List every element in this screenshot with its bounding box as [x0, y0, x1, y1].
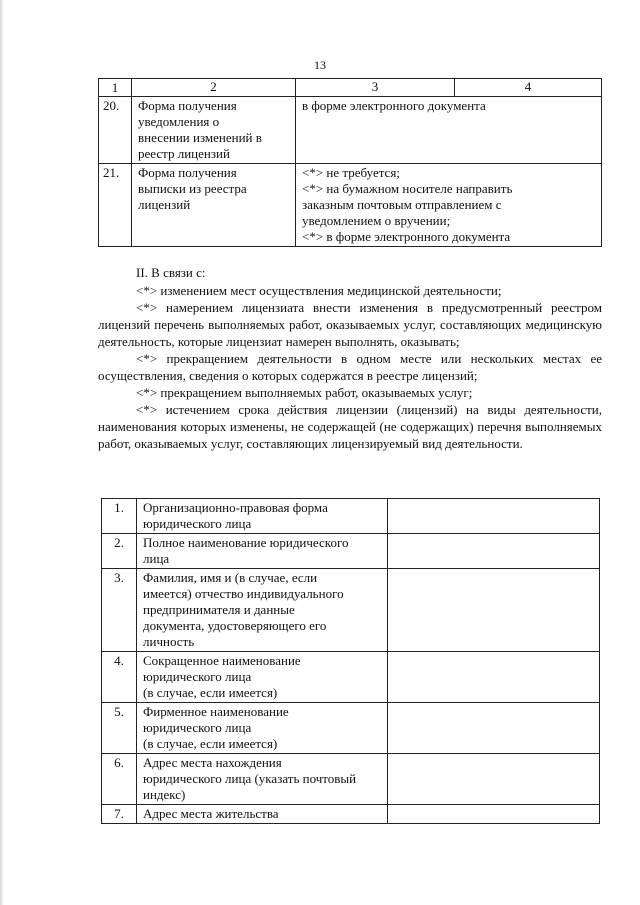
header-cell: 4 — [455, 79, 602, 97]
row-label — [132, 164, 296, 247]
row-label — [137, 754, 388, 805]
label-line: (в случае, если имеется) — [143, 736, 278, 751]
row-number: 21. — [99, 164, 132, 247]
row-label — [137, 703, 388, 754]
label-line: уведомления о — [138, 114, 220, 129]
label-line: предпринимателя и данные — [143, 602, 295, 617]
option-line: <*> на бумажном носителе направить — [302, 181, 513, 196]
value-line: в форме электронного документа — [302, 98, 486, 113]
row-label — [137, 805, 388, 824]
row-label — [132, 97, 296, 164]
label-line: юридического лица — [143, 720, 252, 735]
section-reasons — [98, 264, 602, 452]
row-value — [296, 164, 602, 247]
label-line: юридического лица — [143, 669, 252, 684]
reason-paragraph: <*> истечением срока действия лицензии (лицензий) на виды деятельности, наименования которых изменены, не содержащей (не содержащих) перечня выполняемых работ, оказываемых услуг, составляющих лицензируемый вид деятельности. — [98, 402, 602, 451]
reason-paragraph: <*> прекращением деятельности в одном месте или нескольких местах ее осуществления, сведения о которых содержатся в реестре лицензий; — [98, 351, 602, 383]
row-label — [137, 652, 388, 703]
table-row — [102, 703, 600, 754]
reason-paragraph: <*> прекращением выполняемых работ, оказываемых услуг; — [136, 385, 473, 400]
label-line: внесении изменений в — [138, 130, 262, 145]
applicant-info-table — [101, 498, 600, 824]
label-line: Фамилия, имя и (в случае, если — [143, 570, 318, 585]
label-line: Фирменное наименование — [143, 704, 289, 719]
table-row — [99, 164, 602, 247]
label-line: Форма получения — [138, 98, 237, 113]
label-line: личность — [143, 634, 195, 649]
table-row — [102, 569, 600, 652]
table-row — [102, 754, 600, 805]
value-field[interactable] — [388, 569, 600, 652]
table-row — [102, 805, 600, 824]
value-field[interactable] — [388, 805, 600, 824]
value-field[interactable] — [388, 534, 600, 569]
label-line: реестр лицензий — [138, 146, 230, 161]
label-line: юридического лица — [143, 516, 252, 531]
header-cell: 2 — [132, 79, 296, 97]
label-line: выписки из реестра — [138, 181, 247, 196]
value-field[interactable] — [388, 703, 600, 754]
header-cell: 3 — [296, 79, 455, 97]
row-number: 4. — [102, 652, 137, 703]
row-label — [137, 534, 388, 569]
label-line: лицензий — [138, 197, 191, 212]
scan-edge — [0, 0, 4, 905]
reason-paragraph: <*> намерением лицензиата внести изменения в предусмотренный реестром лицензий перечень выполняемых работ, оказываемых услуг, составляющих медицинскую деятельность, которые лицензиат намерен выполнять, оказывать; — [98, 300, 602, 349]
option-line: <*> в форме электронного документа — [302, 229, 511, 244]
label-line: Адрес места жительства — [143, 806, 279, 821]
label-line: Форма получения — [138, 165, 237, 180]
row-number: 5. — [102, 703, 137, 754]
row-number: 1. — [102, 499, 137, 534]
option-line: уведомлением о вручении; — [302, 213, 451, 228]
page-number: 13 — [314, 58, 326, 72]
row-value — [296, 97, 602, 164]
label-line: Сокращенное наименование — [143, 653, 301, 668]
services-table — [98, 78, 602, 247]
label-line: Организационно-правовая форма — [143, 500, 328, 515]
row-number: 3. — [102, 569, 137, 652]
table-row — [102, 499, 600, 534]
label-line: (в случае, если имеется) — [143, 685, 278, 700]
option-line: заказным почтовым отправлением с — [302, 197, 502, 212]
row-label — [137, 569, 388, 652]
label-line: индекс) — [143, 787, 186, 802]
header-cell: 1 — [99, 79, 132, 97]
label-line: Полное наименование юридического — [143, 535, 349, 550]
table-row — [102, 534, 600, 569]
value-field[interactable] — [388, 499, 600, 534]
row-label — [137, 499, 388, 534]
value-field[interactable] — [388, 652, 600, 703]
row-number: 6. — [102, 754, 137, 805]
section-heading: II. В связи с: — [136, 265, 206, 280]
label-line: юридического лица (указать почтовый — [143, 771, 357, 786]
table-row — [99, 97, 602, 164]
reason-paragraph: <*> изменением мест осуществления медицинской деятельности; — [136, 283, 502, 298]
option-line: <*> не требуется; — [302, 165, 400, 180]
label-line: имеется) отчество индивидуального — [143, 586, 344, 601]
value-field[interactable] — [388, 754, 600, 805]
label-line: лица — [143, 551, 170, 566]
table-row — [102, 652, 600, 703]
row-number: 7. — [102, 805, 137, 824]
row-number: 2. — [102, 534, 137, 569]
row-number: 20. — [99, 97, 132, 164]
label-line: Адрес места нахождения — [143, 755, 282, 770]
table-header-row — [99, 79, 602, 97]
label-line: документа, удостоверяющего его — [143, 618, 327, 633]
